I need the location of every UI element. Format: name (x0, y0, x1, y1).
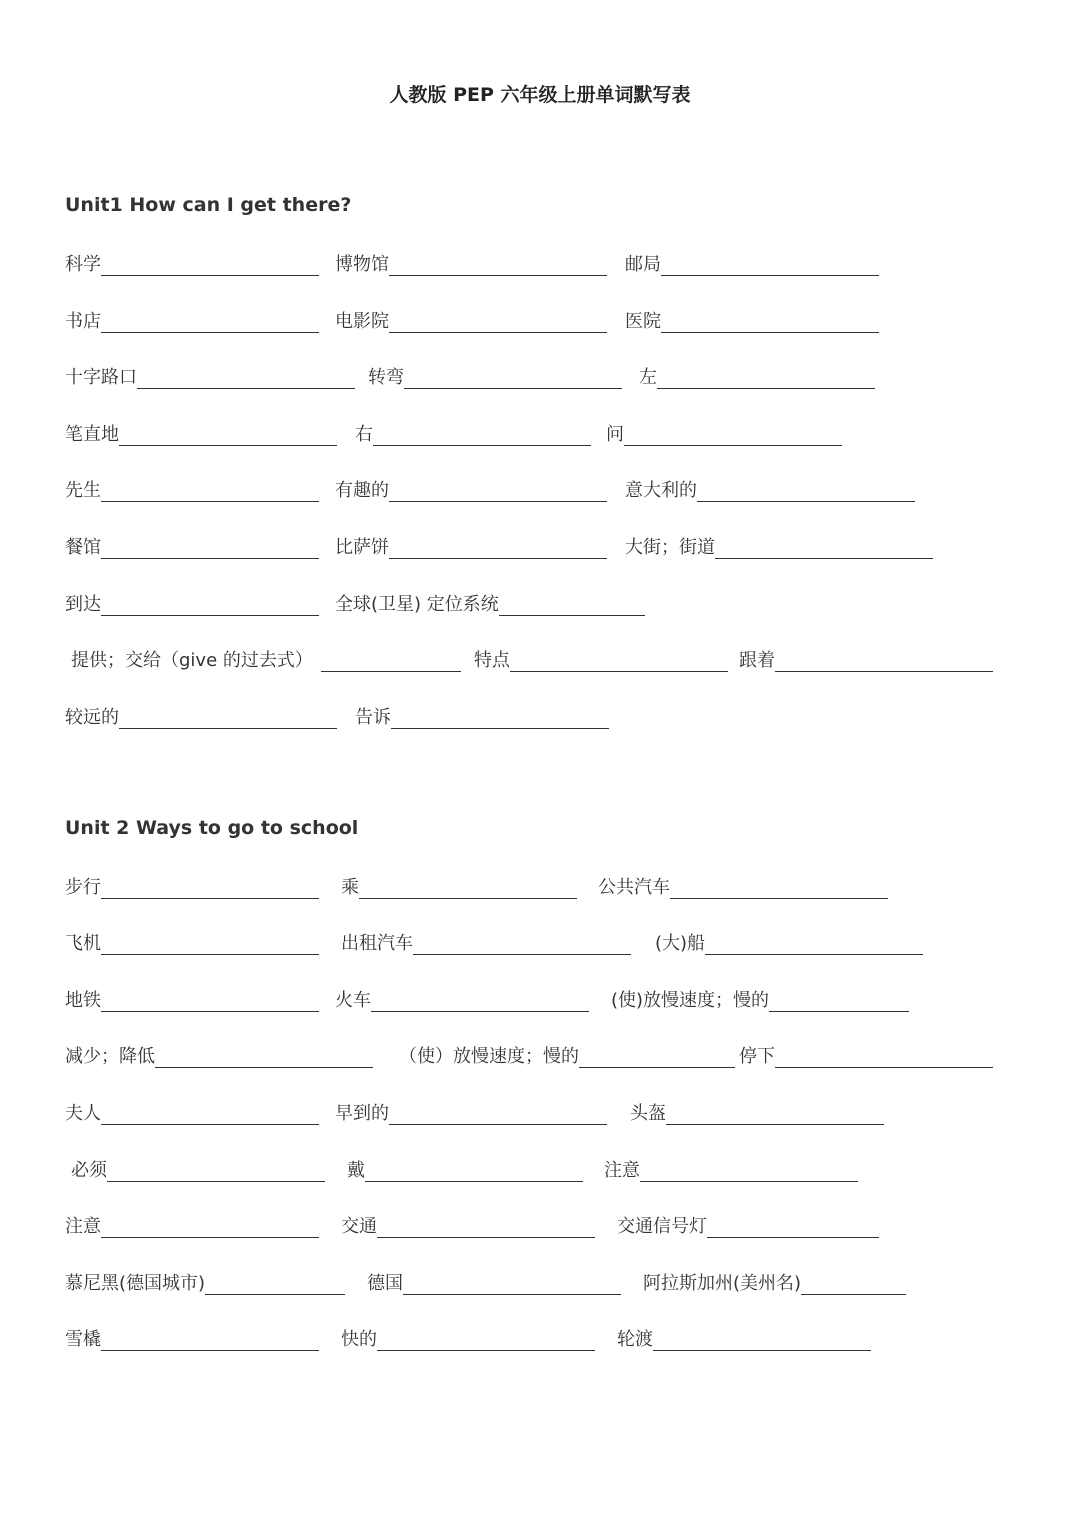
answer-blank[interactable] (155, 1041, 373, 1068)
word-item (335, 985, 589, 1017)
answer-blank[interactable] (624, 419, 842, 446)
answer-blank[interactable] (715, 532, 933, 559)
word-label: 全球(卫星) 定位系统 (335, 594, 499, 615)
answer-blank[interactable] (101, 872, 319, 899)
word-label: 电影院 (335, 311, 389, 332)
word-item (643, 1268, 906, 1300)
word-label: 戴 (347, 1160, 365, 1181)
word-item (65, 1098, 319, 1130)
word-label: （使）放慢速度；慢的 (399, 1046, 579, 1067)
word-item (65, 249, 319, 281)
answer-blank[interactable] (359, 872, 577, 899)
word-label: 医院 (625, 311, 661, 332)
word-item (71, 645, 461, 677)
word-item (739, 1041, 993, 1073)
answer-blank[interactable] (365, 1155, 583, 1182)
answer-blank[interactable] (373, 419, 591, 446)
answer-blank[interactable] (801, 1268, 906, 1295)
answer-blank[interactable] (670, 872, 888, 899)
word-item (341, 928, 631, 960)
answer-blank[interactable] (377, 1324, 595, 1351)
word-item (65, 1041, 373, 1073)
word-item (65, 419, 337, 451)
word-label: 早到的 (335, 1103, 389, 1124)
answer-blank[interactable] (579, 1041, 735, 1068)
answer-blank[interactable] (413, 928, 631, 955)
word-label: 慕尼黑(德国城市) (65, 1273, 206, 1294)
answer-blank[interactable] (391, 702, 609, 729)
word-item (617, 1211, 879, 1243)
word-label: 停下 (739, 1046, 775, 1067)
unit2-heading: Unit 2 Ways to go to school (65, 817, 359, 839)
word-item (625, 249, 879, 281)
answer-blank[interactable] (321, 645, 461, 672)
word-label: 意大利的 (625, 480, 697, 501)
word-label: 夫人 (65, 1103, 101, 1124)
word-item (598, 872, 888, 904)
answer-blank[interactable] (377, 1211, 595, 1238)
word-item (65, 306, 319, 338)
answer-blank[interactable] (101, 1098, 319, 1125)
word-label: 书店 (65, 311, 101, 332)
answer-blank[interactable] (205, 1268, 345, 1295)
word-label: 轮渡 (617, 1329, 653, 1350)
word-item (65, 589, 319, 621)
answer-blank[interactable] (775, 645, 993, 672)
answer-blank[interactable] (697, 475, 915, 502)
word-item (335, 532, 607, 564)
word-label: 步行 (65, 877, 101, 898)
word-label: 先生 (65, 480, 101, 501)
word-label: 比萨饼 (335, 537, 389, 558)
word-label: 邮局 (625, 254, 661, 275)
answer-blank[interactable] (119, 419, 337, 446)
answer-blank[interactable] (101, 532, 319, 559)
answer-blank[interactable] (661, 249, 879, 276)
word-item (611, 985, 909, 1017)
word-item (341, 872, 577, 904)
word-label: 特点 (474, 650, 510, 671)
word-item (368, 362, 622, 394)
word-item (65, 1268, 345, 1300)
answer-blank[interactable] (101, 985, 319, 1012)
word-item (639, 362, 875, 394)
word-label: 地铁 (65, 990, 101, 1011)
word-item (335, 475, 607, 507)
word-item (335, 249, 607, 281)
word-label: 乘 (341, 877, 359, 898)
word-label: 必须 (71, 1160, 107, 1181)
word-item (341, 1324, 595, 1356)
answer-blank[interactable] (403, 1268, 621, 1295)
word-item (341, 1211, 595, 1243)
answer-blank[interactable] (769, 985, 909, 1012)
word-item (335, 306, 607, 338)
word-item (65, 1324, 319, 1356)
word-label: 餐馆 (65, 537, 101, 558)
word-label: 告诉 (355, 707, 391, 728)
word-label: 减少；降低 (65, 1046, 155, 1067)
answer-blank[interactable] (510, 645, 728, 672)
word-item (367, 1268, 621, 1300)
answer-blank[interactable] (653, 1324, 871, 1351)
answer-blank[interactable] (775, 1041, 993, 1068)
word-label: 跟着 (739, 650, 775, 671)
word-label: 火车 (335, 990, 371, 1011)
page-title: 人教版 PEP 六年级上册单词默写表 (389, 84, 691, 106)
word-label: 公共汽车 (598, 877, 670, 898)
word-item (347, 1155, 583, 1187)
answer-blank[interactable] (657, 362, 875, 389)
answer-blank[interactable] (101, 928, 319, 955)
word-label: 快的 (341, 1329, 377, 1350)
word-item (65, 702, 337, 734)
answer-blank[interactable] (101, 1324, 319, 1351)
word-item (630, 1098, 884, 1130)
answer-blank[interactable] (101, 475, 319, 502)
word-item (617, 1324, 871, 1356)
word-label: 大街；街道 (625, 537, 715, 558)
answer-blank[interactable] (661, 306, 879, 333)
word-label: 注意 (604, 1160, 640, 1181)
unit1-heading: Unit1 How can I get there? (65, 194, 352, 216)
word-label: 笔直地 (65, 424, 119, 445)
answer-blank[interactable] (371, 985, 589, 1012)
word-item (655, 928, 923, 960)
word-label: (大)船 (655, 933, 706, 954)
word-label: 阿拉斯加州(美州名) (643, 1273, 802, 1294)
word-item (606, 419, 842, 451)
word-item (625, 475, 915, 507)
answer-blank[interactable] (499, 589, 645, 616)
word-item (65, 362, 355, 394)
word-item (739, 645, 993, 677)
answer-blank[interactable] (389, 306, 607, 333)
word-item (65, 872, 319, 904)
word-label: 左 (639, 367, 657, 388)
word-item (474, 645, 728, 677)
word-label: 有趣的 (335, 480, 389, 501)
word-label: 十字路口 (65, 367, 137, 388)
word-item (399, 1041, 735, 1073)
word-item (65, 1211, 319, 1243)
answer-blank[interactable] (101, 589, 319, 616)
answer-blank[interactable] (137, 362, 355, 389)
word-item (65, 475, 319, 507)
word-item (625, 306, 879, 338)
word-label: (使)放慢速度；慢的 (611, 990, 770, 1011)
answer-blank[interactable] (119, 702, 337, 729)
word-label: 到达 (65, 594, 101, 615)
word-label: 飞机 (65, 933, 101, 954)
word-label: 博物馆 (335, 254, 389, 275)
answer-blank[interactable] (101, 1211, 319, 1238)
word-label: 注意 (65, 1216, 101, 1237)
word-item (604, 1155, 858, 1187)
word-item (625, 532, 933, 564)
answer-blank[interactable] (404, 362, 622, 389)
word-item (71, 1155, 325, 1187)
word-label: 交通信号灯 (617, 1216, 707, 1237)
word-label: 雪橇 (65, 1329, 101, 1350)
word-item (335, 589, 645, 621)
answer-blank[interactable] (707, 1211, 879, 1238)
word-label: 提供；交给（give 的过去式） (71, 650, 313, 671)
answer-blank[interactable] (101, 306, 319, 333)
word-item (65, 985, 319, 1017)
word-label: 右 (355, 424, 373, 445)
word-label: 科学 (65, 254, 101, 275)
word-label: 转弯 (368, 367, 404, 388)
word-item (355, 702, 609, 734)
answer-blank[interactable] (640, 1155, 858, 1182)
word-label: 问 (606, 424, 624, 445)
answer-blank[interactable] (389, 1098, 607, 1125)
word-item (65, 928, 319, 960)
answer-blank[interactable] (107, 1155, 325, 1182)
word-label: 较远的 (65, 707, 119, 728)
answer-blank[interactable] (666, 1098, 884, 1125)
word-label: 出租汽车 (341, 933, 413, 954)
answer-blank[interactable] (705, 928, 923, 955)
answer-blank[interactable] (389, 249, 607, 276)
word-label: 头盔 (630, 1103, 666, 1124)
word-item (335, 1098, 607, 1130)
word-label: 交通 (341, 1216, 377, 1237)
answer-blank[interactable] (101, 249, 319, 276)
word-item (65, 532, 319, 564)
answer-blank[interactable] (389, 475, 607, 502)
word-label: 德国 (367, 1273, 403, 1294)
answer-blank[interactable] (389, 532, 607, 559)
word-item (355, 419, 591, 451)
